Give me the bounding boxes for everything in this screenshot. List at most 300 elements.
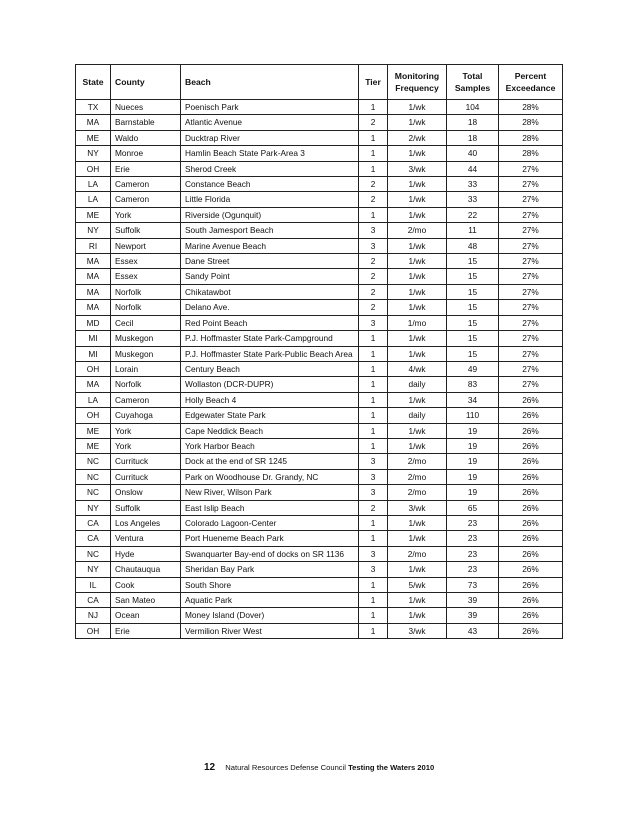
cell-total-samples: 34 [447, 392, 499, 407]
cell-percent-exceedance: 26% [499, 531, 563, 546]
cell-county: Muskegon [111, 331, 181, 346]
cell-monitoring-frequency: 1/wk [388, 346, 447, 361]
cell-county: San Mateo [111, 593, 181, 608]
cell-tier: 1 [359, 146, 388, 161]
cell-beach: East Islip Beach [181, 500, 359, 515]
cell-monitoring-frequency: 1/mo [388, 315, 447, 330]
cell-monitoring-frequency: 2/mo [388, 454, 447, 469]
cell-state: MI [76, 346, 111, 361]
cell-county: Barnstable [111, 115, 181, 130]
table-row [76, 161, 563, 176]
cell-state: NY [76, 562, 111, 577]
cell-state: NC [76, 546, 111, 561]
cell-state: NC [76, 469, 111, 484]
table-row [76, 577, 563, 592]
cell-percent-exceedance: 26% [499, 454, 563, 469]
cell-county: Essex [111, 254, 181, 269]
table-row [76, 331, 563, 346]
cell-county: Essex [111, 269, 181, 284]
cell-percent-exceedance: 26% [499, 608, 563, 623]
cell-beach: Sherod Creek [181, 161, 359, 176]
cell-total-samples: 15 [447, 254, 499, 269]
cell-tier: 1 [359, 593, 388, 608]
cell-monitoring-frequency: 1/wk [388, 284, 447, 299]
cell-county: Cameron [111, 177, 181, 192]
table-row [76, 192, 563, 207]
cell-monitoring-frequency: 1/wk [388, 146, 447, 161]
cell-total-samples: 83 [447, 377, 499, 392]
table-row [76, 469, 563, 484]
cell-monitoring-frequency: 1/wk [388, 438, 447, 453]
header-percent-exceedance [499, 65, 563, 100]
cell-county: Cuyahoga [111, 408, 181, 423]
cell-beach: Dock at the end of SR 1245 [181, 454, 359, 469]
cell-county: Norfolk [111, 300, 181, 315]
cell-total-samples: 23 [447, 562, 499, 577]
cell-total-samples: 15 [447, 331, 499, 346]
cell-county: Onslow [111, 485, 181, 500]
cell-total-samples: 49 [447, 361, 499, 376]
cell-percent-exceedance: 26% [499, 469, 563, 484]
cell-monitoring-frequency: 3/wk [388, 623, 447, 638]
cell-state: ME [76, 438, 111, 453]
cell-percent-exceedance: 27% [499, 207, 563, 222]
cell-county: Currituck [111, 454, 181, 469]
cell-county: Suffolk [111, 223, 181, 238]
cell-state: MA [76, 377, 111, 392]
exceedance-table [75, 64, 563, 639]
cell-beach: South Shore [181, 577, 359, 592]
table-row [76, 346, 563, 361]
cell-beach: Atlantic Avenue [181, 115, 359, 130]
cell-state: CA [76, 593, 111, 608]
cell-total-samples: 19 [447, 423, 499, 438]
table-row [76, 100, 563, 115]
cell-percent-exceedance: 26% [499, 577, 563, 592]
cell-state: OH [76, 408, 111, 423]
header-total-samples [447, 65, 499, 100]
table-row [76, 546, 563, 561]
header-percent-line1: Percent [514, 71, 547, 81]
cell-monitoring-frequency: 1/wk [388, 192, 447, 207]
cell-tier: 2 [359, 254, 388, 269]
cell-county: Ocean [111, 608, 181, 623]
cell-county: Norfolk [111, 377, 181, 392]
table-row [76, 254, 563, 269]
cell-monitoring-frequency: 3/wk [388, 161, 447, 176]
table-row [76, 269, 563, 284]
cell-county: Los Angeles [111, 515, 181, 530]
cell-county: Cecil [111, 315, 181, 330]
table-row [76, 207, 563, 222]
cell-percent-exceedance: 26% [499, 562, 563, 577]
table-row [76, 146, 563, 161]
cell-tier: 1 [359, 161, 388, 176]
cell-percent-exceedance: 27% [499, 254, 563, 269]
cell-total-samples: 23 [447, 546, 499, 561]
cell-tier: 3 [359, 238, 388, 253]
cell-beach: Little Florida [181, 192, 359, 207]
table-row [76, 485, 563, 500]
cell-tier: 3 [359, 223, 388, 238]
header-tier: Tier [359, 65, 388, 100]
cell-percent-exceedance: 28% [499, 115, 563, 130]
cell-monitoring-frequency: 1/wk [388, 608, 447, 623]
cell-county: Muskegon [111, 346, 181, 361]
cell-percent-exceedance: 26% [499, 546, 563, 561]
cell-beach: Poenisch Park [181, 100, 359, 115]
cell-percent-exceedance: 27% [499, 315, 563, 330]
cell-state: NY [76, 223, 111, 238]
cell-monitoring-frequency: 1/wk [388, 238, 447, 253]
cell-monitoring-frequency: 1/wk [388, 531, 447, 546]
cell-percent-exceedance: 26% [499, 392, 563, 407]
cell-tier: 1 [359, 392, 388, 407]
cell-monitoring-frequency: 2/mo [388, 546, 447, 561]
header-beach: Beach [181, 65, 359, 100]
cell-county: Lorain [111, 361, 181, 376]
cell-county: Erie [111, 623, 181, 638]
cell-monitoring-frequency: 1/wk [388, 593, 447, 608]
cell-county: Nueces [111, 100, 181, 115]
cell-total-samples: 18 [447, 130, 499, 145]
cell-percent-exceedance: 28% [499, 100, 563, 115]
cell-county: Suffolk [111, 500, 181, 515]
cell-tier: 1 [359, 577, 388, 592]
cell-percent-exceedance: 27% [499, 192, 563, 207]
cell-state: NY [76, 146, 111, 161]
cell-percent-exceedance: 27% [499, 346, 563, 361]
table-row [76, 408, 563, 423]
cell-total-samples: 15 [447, 269, 499, 284]
cell-state: TX [76, 100, 111, 115]
table-row [76, 500, 563, 515]
cell-beach: Delano Ave. [181, 300, 359, 315]
cell-percent-exceedance: 28% [499, 130, 563, 145]
table-row [76, 177, 563, 192]
cell-tier: 2 [359, 115, 388, 130]
cell-monitoring-frequency: daily [388, 377, 447, 392]
cell-monitoring-frequency: 1/wk [388, 269, 447, 284]
cell-tier: 3 [359, 485, 388, 500]
cell-county: Newport [111, 238, 181, 253]
cell-county: Cameron [111, 192, 181, 207]
cell-beach: Hamlin Beach State Park-Area 3 [181, 146, 359, 161]
cell-beach: Marine Avenue Beach [181, 238, 359, 253]
cell-state: NY [76, 500, 111, 515]
cell-tier: 2 [359, 500, 388, 515]
cell-tier: 1 [359, 623, 388, 638]
cell-beach: New River, Wilson Park [181, 485, 359, 500]
cell-tier: 1 [359, 423, 388, 438]
cell-beach: Sheridan Bay Park [181, 562, 359, 577]
cell-county: Hyde [111, 546, 181, 561]
cell-monitoring-frequency: 1/wk [388, 177, 447, 192]
cell-state: OH [76, 361, 111, 376]
cell-percent-exceedance: 26% [499, 438, 563, 453]
cell-total-samples: 43 [447, 623, 499, 638]
cell-county: Chautauqua [111, 562, 181, 577]
cell-state: RI [76, 238, 111, 253]
cell-monitoring-frequency: 1/wk [388, 207, 447, 222]
cell-tier: 1 [359, 346, 388, 361]
cell-monitoring-frequency: 1/wk [388, 254, 447, 269]
cell-total-samples: 65 [447, 500, 499, 515]
cell-total-samples: 104 [447, 100, 499, 115]
cell-state: LA [76, 392, 111, 407]
cell-tier: 1 [359, 608, 388, 623]
cell-monitoring-frequency: 4/wk [388, 361, 447, 376]
cell-beach: Holly Beach 4 [181, 392, 359, 407]
cell-monitoring-frequency: 1/wk [388, 423, 447, 438]
page-number: 12 [204, 762, 216, 773]
cell-county: York [111, 438, 181, 453]
cell-tier: 1 [359, 377, 388, 392]
cell-percent-exceedance: 27% [499, 223, 563, 238]
cell-percent-exceedance: 27% [499, 238, 563, 253]
cell-beach: P.J. Hoffmaster State Park-Public Beach Area [181, 346, 359, 361]
cell-beach: Dane Street [181, 254, 359, 269]
cell-tier: 1 [359, 515, 388, 530]
cell-beach: Vermilion River West [181, 623, 359, 638]
cell-total-samples: 18 [447, 115, 499, 130]
cell-beach: Constance Beach [181, 177, 359, 192]
cell-beach: Swanquarter Bay-end of docks on SR 1136 [181, 546, 359, 561]
cell-state: ME [76, 130, 111, 145]
cell-tier: 1 [359, 408, 388, 423]
cell-monitoring-frequency: 1/wk [388, 562, 447, 577]
cell-total-samples: 110 [447, 408, 499, 423]
cell-county: Monroe [111, 146, 181, 161]
cell-county: Cameron [111, 392, 181, 407]
header-percent-line2: Exceedance [505, 83, 556, 93]
cell-tier: 3 [359, 469, 388, 484]
cell-tier: 1 [359, 100, 388, 115]
page-footer [204, 762, 434, 773]
header-frequency-line2: Frequency [395, 83, 439, 93]
cell-total-samples: 19 [447, 454, 499, 469]
cell-county: Cook [111, 577, 181, 592]
table-row [76, 392, 563, 407]
cell-beach: Port Hueneme Beach Park [181, 531, 359, 546]
header-frequency-line1: Monitoring [394, 71, 440, 81]
table-row [76, 315, 563, 330]
cell-state: MA [76, 300, 111, 315]
cell-monitoring-frequency: daily [388, 408, 447, 423]
cell-tier: 3 [359, 546, 388, 561]
cell-beach: Money Island (Dover) [181, 608, 359, 623]
cell-beach: P.J. Hoffmaster State Park-Campground [181, 331, 359, 346]
table-row [76, 361, 563, 376]
cell-monitoring-frequency: 2/mo [388, 223, 447, 238]
header-row [76, 65, 563, 100]
cell-total-samples: 19 [447, 469, 499, 484]
table-row [76, 423, 563, 438]
cell-monitoring-frequency: 1/wk [388, 115, 447, 130]
cell-percent-exceedance: 27% [499, 269, 563, 284]
cell-total-samples: 39 [447, 593, 499, 608]
cell-total-samples: 19 [447, 438, 499, 453]
cell-percent-exceedance: 27% [499, 331, 563, 346]
cell-state: MA [76, 115, 111, 130]
cell-county: York [111, 207, 181, 222]
header-monitoring-frequency [388, 65, 447, 100]
cell-percent-exceedance: 26% [499, 500, 563, 515]
cell-monitoring-frequency: 2/wk [388, 130, 447, 145]
table-row [76, 531, 563, 546]
cell-monitoring-frequency: 1/wk [388, 331, 447, 346]
cell-percent-exceedance: 26% [499, 515, 563, 530]
table-row [76, 593, 563, 608]
cell-state: ME [76, 207, 111, 222]
header-total-line2: Samples [454, 83, 491, 93]
table-row [76, 238, 563, 253]
cell-beach: Aquatic Park [181, 593, 359, 608]
cell-state: NC [76, 485, 111, 500]
cell-county: York [111, 423, 181, 438]
cell-tier: 1 [359, 130, 388, 145]
footer-organization: Natural Resources Defense Council [225, 763, 346, 772]
cell-percent-exceedance: 27% [499, 361, 563, 376]
exceedance-table-container [75, 64, 562, 639]
cell-beach: Cape Neddick Beach [181, 423, 359, 438]
cell-beach: Colorado Lagoon-Center [181, 515, 359, 530]
cell-monitoring-frequency: 2/mo [388, 485, 447, 500]
cell-monitoring-frequency: 1/wk [388, 300, 447, 315]
cell-beach: South Jamesport Beach [181, 223, 359, 238]
cell-total-samples: 15 [447, 300, 499, 315]
cell-percent-exceedance: 26% [499, 485, 563, 500]
cell-beach: Edgewater State Park [181, 408, 359, 423]
cell-monitoring-frequency: 3/wk [388, 500, 447, 515]
header-county: County [111, 65, 181, 100]
cell-percent-exceedance: 26% [499, 408, 563, 423]
cell-tier: 2 [359, 269, 388, 284]
cell-percent-exceedance: 26% [499, 423, 563, 438]
cell-state: CA [76, 531, 111, 546]
cell-state: LA [76, 192, 111, 207]
cell-tier: 2 [359, 284, 388, 299]
cell-beach: York Harbor Beach [181, 438, 359, 453]
cell-beach: Ducktrap River [181, 130, 359, 145]
cell-tier: 2 [359, 192, 388, 207]
cell-tier: 2 [359, 300, 388, 315]
table-row [76, 562, 563, 577]
cell-state: LA [76, 177, 111, 192]
cell-percent-exceedance: 27% [499, 300, 563, 315]
table-row [76, 454, 563, 469]
cell-state: MA [76, 269, 111, 284]
cell-county: Norfolk [111, 284, 181, 299]
cell-total-samples: 15 [447, 346, 499, 361]
table-row [76, 300, 563, 315]
cell-beach: Park on Woodhouse Dr. Grandy, NC [181, 469, 359, 484]
cell-monitoring-frequency: 1/wk [388, 392, 447, 407]
cell-total-samples: 22 [447, 207, 499, 222]
cell-beach: Century Beach [181, 361, 359, 376]
cell-state: OH [76, 161, 111, 176]
cell-beach: Riverside (Ogunquit) [181, 207, 359, 222]
cell-monitoring-frequency: 2/mo [388, 469, 447, 484]
cell-county: Erie [111, 161, 181, 176]
cell-total-samples: 23 [447, 515, 499, 530]
cell-county: Waldo [111, 130, 181, 145]
table-row [76, 377, 563, 392]
cell-state: IL [76, 577, 111, 592]
cell-state: MI [76, 331, 111, 346]
cell-percent-exceedance: 26% [499, 593, 563, 608]
cell-state: CA [76, 515, 111, 530]
cell-total-samples: 39 [447, 608, 499, 623]
cell-beach: Wollaston (DCR-DUPR) [181, 377, 359, 392]
table-row [76, 223, 563, 238]
table-row [76, 115, 563, 130]
cell-total-samples: 33 [447, 192, 499, 207]
cell-percent-exceedance: 28% [499, 146, 563, 161]
cell-tier: 3 [359, 315, 388, 330]
cell-state: NJ [76, 608, 111, 623]
cell-county: Ventura [111, 531, 181, 546]
cell-tier: 3 [359, 562, 388, 577]
cell-state: OH [76, 623, 111, 638]
cell-state: MA [76, 254, 111, 269]
cell-state: MD [76, 315, 111, 330]
cell-beach: Sandy Point [181, 269, 359, 284]
cell-beach: Red Point Beach [181, 315, 359, 330]
cell-state: NC [76, 454, 111, 469]
cell-total-samples: 19 [447, 485, 499, 500]
cell-percent-exceedance: 27% [499, 161, 563, 176]
cell-state: MA [76, 284, 111, 299]
cell-monitoring-frequency: 1/wk [388, 515, 447, 530]
table-row [76, 130, 563, 145]
cell-percent-exceedance: 27% [499, 284, 563, 299]
table-row [76, 608, 563, 623]
cell-county: Currituck [111, 469, 181, 484]
table-row [76, 623, 563, 638]
cell-tier: 1 [359, 438, 388, 453]
cell-tier: 1 [359, 331, 388, 346]
cell-monitoring-frequency: 5/wk [388, 577, 447, 592]
cell-percent-exceedance: 27% [499, 177, 563, 192]
cell-total-samples: 15 [447, 284, 499, 299]
cell-tier: 1 [359, 361, 388, 376]
cell-total-samples: 11 [447, 223, 499, 238]
cell-percent-exceedance: 27% [499, 377, 563, 392]
cell-state: ME [76, 423, 111, 438]
table-row [76, 515, 563, 530]
cell-total-samples: 44 [447, 161, 499, 176]
table-row [76, 284, 563, 299]
table-body [76, 100, 563, 639]
cell-total-samples: 73 [447, 577, 499, 592]
cell-total-samples: 15 [447, 315, 499, 330]
cell-tier: 1 [359, 207, 388, 222]
header-state: State [76, 65, 111, 100]
cell-tier: 2 [359, 177, 388, 192]
header-total-line1: Total [462, 71, 483, 81]
cell-total-samples: 23 [447, 531, 499, 546]
cell-beach: Chikatawbot [181, 284, 359, 299]
cell-percent-exceedance: 26% [499, 623, 563, 638]
footer-report-title: Testing the Waters 2010 [348, 763, 435, 772]
cell-monitoring-frequency: 1/wk [388, 100, 447, 115]
cell-tier: 1 [359, 531, 388, 546]
cell-total-samples: 48 [447, 238, 499, 253]
cell-total-samples: 40 [447, 146, 499, 161]
table-row [76, 438, 563, 453]
cell-total-samples: 33 [447, 177, 499, 192]
